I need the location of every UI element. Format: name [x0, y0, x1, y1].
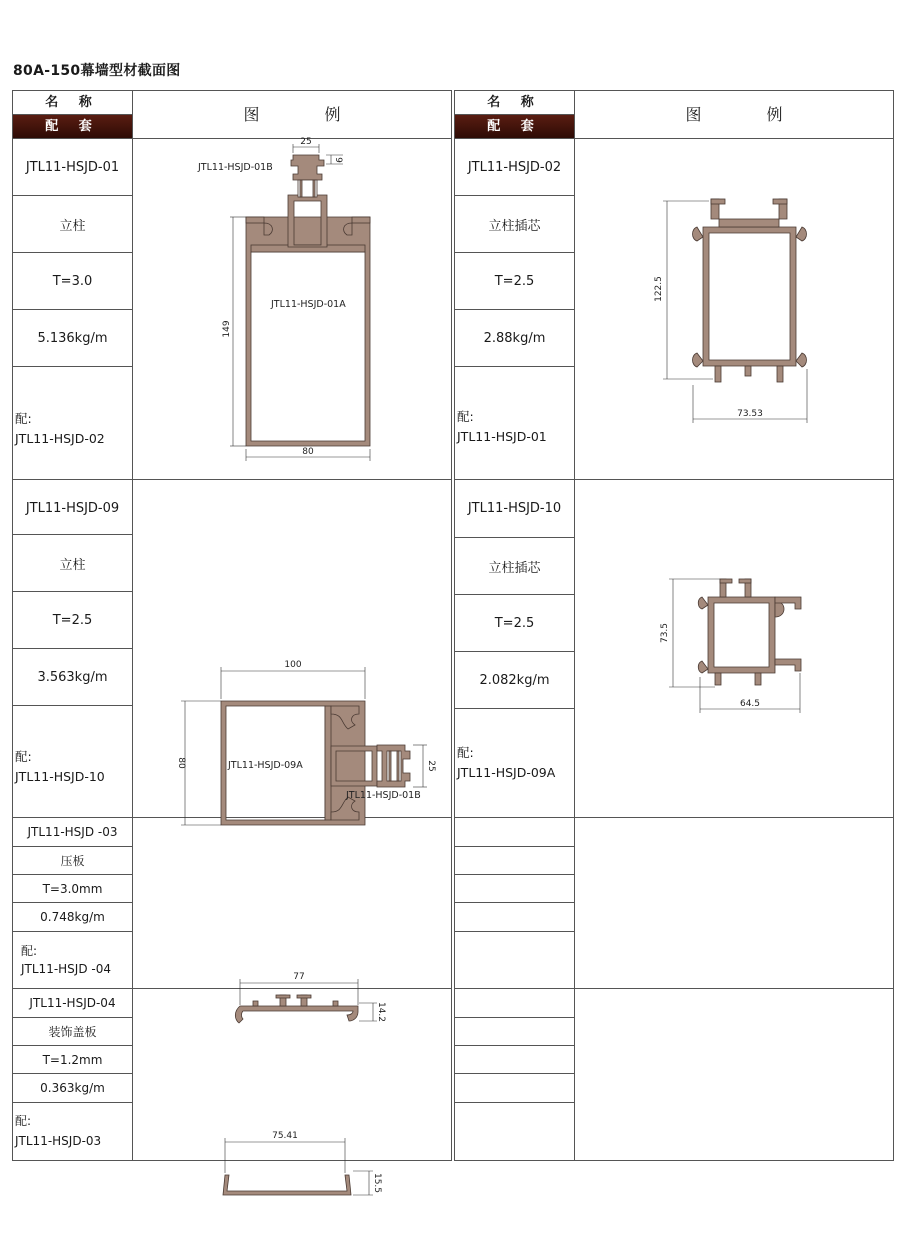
header-figure: 图 例 — [685, 105, 813, 124]
profile-09a-web — [325, 706, 331, 820]
profile-weight: 2.88kg/m — [483, 330, 546, 346]
dim-label: 14.2 — [376, 1001, 386, 1023]
dim-label: 75.41 — [272, 1131, 298, 1141]
match-label: 配: — [15, 1114, 32, 1128]
row-divider — [455, 708, 574, 709]
header-set: 配 套 — [13, 115, 133, 138]
profile-weight: 0.748kg/m — [40, 909, 105, 924]
profile-code: JTL11-HSJD-09 — [25, 500, 120, 516]
profile-02-lip — [711, 199, 725, 204]
figures-right — [575, 139, 893, 859]
profile-hook — [796, 227, 807, 241]
profile-02-topwall — [719, 219, 779, 227]
profile-name: 立柱插芯 — [488, 560, 541, 576]
header-figure: 图 例 — [243, 105, 371, 124]
row-divider — [13, 366, 132, 367]
profile-hook — [775, 601, 784, 617]
page-title: 80A-150幕墙型材截面图 — [13, 63, 181, 79]
row-divider — [455, 366, 574, 367]
dim-label: 73.53 — [737, 409, 763, 419]
profile-label: JTL11-HSJD-01B — [198, 162, 273, 173]
header-name: 名 称 — [455, 91, 575, 115]
profile-name: 立柱 — [59, 557, 86, 573]
row-divider — [13, 705, 132, 706]
profile-flange — [352, 217, 370, 223]
profile-03-tab — [297, 995, 311, 998]
row-divider — [455, 931, 574, 932]
profile-thickness: T=2.5 — [494, 615, 535, 631]
match-code: JTL11-HSJD-03 — [15, 1134, 102, 1148]
profile-10-lip — [715, 673, 721, 685]
row-divider — [455, 1017, 574, 1018]
profile-10-side — [775, 659, 801, 671]
profile-label: JTL11-HSJD-01A — [271, 299, 346, 310]
profile-02-body — [703, 227, 796, 366]
match-code: JTL11-HSJD-02 — [15, 431, 105, 446]
profile-name: 压板 — [60, 854, 85, 868]
profile-code: JTL11-HSJD-10 — [467, 500, 562, 516]
row-divider — [455, 1045, 574, 1046]
row-divider — [455, 1102, 574, 1103]
profile-03-tab — [333, 1001, 338, 1006]
profile-10-body — [708, 597, 775, 673]
profile-code: JTL11-HSJD-04 — [29, 995, 116, 1010]
row-divider — [455, 1073, 574, 1074]
profile-name: 立柱插芯 — [488, 218, 541, 234]
profile-01b-rib — [389, 751, 391, 781]
profile-02-lip — [777, 366, 783, 382]
dim-label: 122.5 — [654, 276, 664, 302]
profile-10-lip — [720, 579, 732, 583]
profile-02-lip — [745, 366, 751, 376]
profile-thickness: T=1.2mm — [42, 1052, 103, 1067]
profile-03-tab — [276, 995, 290, 998]
dim-label: 64.5 — [739, 699, 761, 709]
dim-label: 25 — [300, 137, 312, 147]
right-panel — [454, 90, 894, 1161]
profile-hook — [796, 353, 807, 367]
profile-hook — [693, 353, 704, 367]
header-set: 配 套 — [455, 115, 575, 138]
match-code: JTL11-HSJD -04 — [21, 962, 111, 976]
profile-weight: 5.136kg/m — [37, 330, 108, 346]
row-divider — [455, 874, 574, 875]
profile-hook — [693, 227, 704, 241]
row-divider — [13, 1102, 132, 1103]
profile-01b — [291, 155, 324, 180]
dim-label: 25 — [426, 760, 436, 772]
profile-thickness: T=3.0mm — [42, 881, 103, 896]
dim-label: 80 — [176, 757, 186, 769]
profile-code: JTL11-HSJD-01 — [25, 159, 120, 175]
profile-thickness: T=2.5 — [494, 273, 535, 289]
profile-thickness: T=2.5 — [52, 612, 93, 628]
profile-weight: 2.082kg/m — [479, 672, 550, 688]
profile-thickness: T=3.0 — [52, 273, 93, 289]
dim-label: 149 — [222, 320, 232, 338]
profile-04 — [223, 1175, 351, 1195]
dim-label: 9 — [333, 157, 343, 163]
dim-label: 80 — [302, 447, 314, 457]
profile-code: JTL11-HSJD-02 — [467, 159, 562, 175]
profile-10-lip — [755, 673, 761, 685]
row-divider — [13, 931, 132, 932]
profile-hook — [698, 597, 708, 609]
left-panel — [12, 90, 452, 1194]
profile-hook — [698, 661, 708, 673]
profile-name: 立柱 — [59, 218, 86, 234]
header-name: 名 称 — [13, 91, 133, 115]
profile-01b-rib — [313, 180, 315, 197]
profile-label: JTL11-HSJD-01B — [346, 790, 421, 801]
match-code: JTL11-HSJD-09A — [457, 765, 556, 780]
dim-label: 15.5 — [372, 1172, 382, 1194]
dim-label: 77 — [293, 972, 305, 982]
match-code: JTL11-HSJD-01 — [457, 429, 547, 444]
match-label: 配: — [457, 409, 474, 424]
profile-03 — [235, 1006, 358, 1023]
row-divider — [455, 846, 574, 847]
profile-weight: 3.563kg/m — [37, 669, 108, 685]
row-divider — [455, 902, 574, 903]
match-label: 配: — [457, 745, 474, 760]
dim-label: 73.5 — [660, 622, 670, 644]
match-label: 配: — [15, 411, 32, 426]
profile-flange — [246, 217, 264, 223]
dim-label: 100 — [284, 660, 302, 670]
profile-01b-rib — [300, 180, 302, 197]
match-label: 配: — [15, 749, 32, 764]
section-divider — [455, 988, 893, 989]
profile-02-lip — [773, 199, 787, 204]
profile-10-lip — [739, 579, 751, 583]
profile-code: JTL11-HSJD -03 — [27, 824, 118, 839]
profile-01b-rib — [397, 751, 399, 781]
match-code: JTL11-HSJD-10 — [15, 769, 105, 784]
profile-02-lip — [715, 366, 721, 382]
profile-weight: 0.363kg/m — [40, 1080, 105, 1095]
profile-03-tab — [253, 1001, 258, 1006]
match-label: 配: — [21, 944, 38, 958]
figures-left — [133, 137, 451, 1194]
profile-name: 装饰盖板 — [48, 1025, 97, 1039]
profile-label: JTL11-HSJD-09A — [228, 760, 303, 771]
